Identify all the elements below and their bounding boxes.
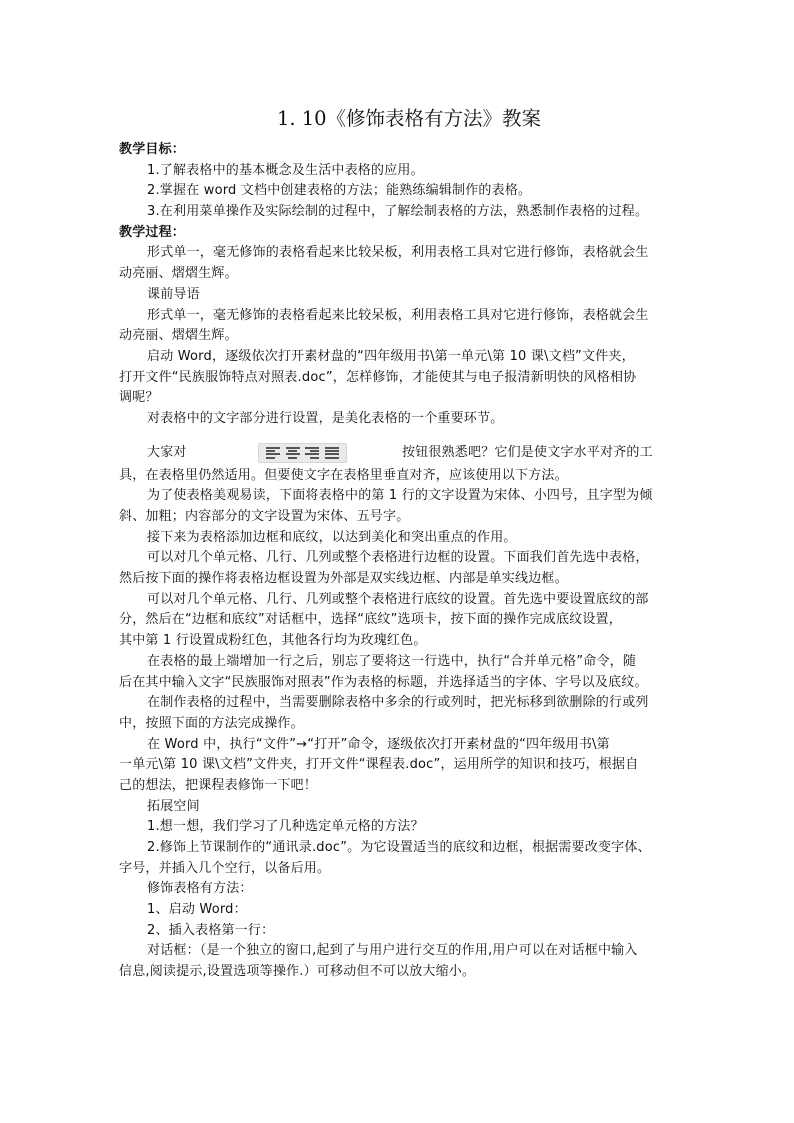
paragraph-line: 在 Word 中，执行“文件”→“打开”命令，逐级依次打开素材盘的“四年级用书\第 — [147, 736, 610, 752]
paragraph-line: 在制作表格的过程中，当需要删除表格中多余的行或列时，把光标移到欲删除的行或列 — [147, 695, 649, 711]
paragraph-line: 可以对几个单元格、几行、几列或整个表格进行边框的设置。下面我们首先选中表格， — [147, 550, 649, 566]
paragraph-line: 其中第 1 行设置成粉红色，其他各行均为玫瑰红色。 — [119, 633, 427, 649]
paragraph-line: 中，按照下面的方法完成操作。 — [119, 715, 304, 731]
list-item: 1、启动 Word： — [147, 902, 247, 918]
paragraph-line: 调呢？ — [119, 390, 159, 406]
paragraph-line: 形式单一，毫无修饰的表格看起来比较呆板，利用表格工具对它进行修饰，表格就会生 — [147, 245, 649, 261]
objectives-heading: 教学目标： — [119, 142, 186, 157]
paragraph-line: 动亮丽、熠熠生辉。 — [119, 266, 238, 282]
toolbar-reference-line — [119, 440, 679, 466]
paragraph-line: 对话框：（是一个独立的窗口,起到了与用户进行交互的作用,用户可以在对话框中输入 — [147, 943, 638, 959]
paragraph-line: 一单元\第 10 课\文档”文件夹，打开文件“课程表.doc”，运用所学的知识和技巧，根据自 — [119, 757, 639, 773]
document-page — [119, 104, 679, 983]
paragraph-line: 形式单一，毫无修饰的表格看起来比较呆板，利用表格工具对它进行修饰，表格就会生 — [147, 307, 649, 323]
paragraph-line: 可以对几个单元格、几行、几列或整个表格进行底纹的设置。首先选中要设置底纹的部 — [147, 591, 649, 607]
paragraph-line: 接下来为表格添加边框和底纹，以达到美化和突出重点的作用。 — [147, 529, 517, 545]
paragraph-text: 按钮很熟悉吧？它们是使文字水平对齐的工 — [402, 444, 653, 460]
paragraph-line: 1.想一想，我们学习了几种选定单元格的方法？ — [147, 819, 424, 835]
paragraph-line: 2.修饰上节课制作的“通讯录.doc”。为它设置适当的底纹和边框，根据需要改变字体、 — [147, 840, 651, 855]
document-title: 1. 10《修饰表格有方法》教案 — [276, 107, 542, 130]
align-justify-icon — [325, 447, 339, 459]
section-label: 拓展空间 — [147, 798, 200, 814]
paragraph-line: 具，在表格里仍然适用。但要使文字在表格里垂直对齐，应该使用以下方法。 — [119, 467, 568, 483]
paragraph-line: 后在其中输入文字“民族服饰对照表”作为表格的标题，并选择适当的字体、字号以及底纹。 — [119, 674, 648, 690]
objective-item: 1.了解表格中的基本概念及生活中表格的应用。 — [147, 162, 424, 178]
process-heading: 教学过程： — [119, 224, 186, 240]
paragraph-line: 斜、加粗；内容部分的文字设置为宋体、五号字。 — [119, 509, 410, 524]
paragraph-line: 为了使表格美观易读，下面将表格中的第 1 行的文字设置为宋体、小四号，且字型为倾 — [147, 488, 653, 504]
section-label: 课前导语 — [147, 286, 200, 302]
paragraph-line: 对表格中的文字部分进行设置，是美化表格的一个重要环节。 — [147, 410, 504, 426]
paragraph-line: 信息,阅读提示,设置选项等操作.）可移动但不可以放大缩小。 — [119, 964, 476, 980]
paragraph-line: 字号，并插入几个空行，以备后用。 — [119, 860, 331, 876]
paragraph-line: 在表格的最上端增加一行之后，别忘了要将这一行选中，执行“合并单元格”命令，随 — [147, 653, 637, 669]
list-item: 2、插入表格第一行： — [147, 922, 275, 938]
paragraph-line: 打开文件“民族服饰特点对照表.doc”，怎样修饰，才能使其与电子报清新明快的风格相协 — [119, 369, 637, 385]
align-center-icon — [286, 447, 300, 459]
paragraph-line: 己的想法，把课程表修饰一下吧！ — [119, 777, 318, 793]
paragraph-line: 然后按下面的操作将表格边框设置为外部是双实线边框、内部是单实线边框。 — [119, 571, 568, 587]
section-label: 修饰表格有方法： — [147, 881, 253, 897]
align-left-icon — [266, 447, 280, 459]
paragraph-line: 启动 Word，逐级依次打开素材盘的“四年级用书\第一单元\第 10 课\文档”文件夹， — [147, 348, 635, 364]
objective-item: 3.在利用菜单操作及实际绘制的过程中，了解绘制表格的方法，熟悉制作表格的过程。 — [147, 204, 649, 220]
alignment-toolbar-image — [258, 443, 347, 463]
align-right-icon — [305, 447, 319, 459]
paragraph-line: 动亮丽、熠熠生辉。 — [119, 328, 238, 344]
objective-item: 2.掌握在 word 文档中创建表格的方法；能熟练编辑制作的表格。 — [147, 183, 532, 199]
paragraph-text: 大家对 — [147, 444, 187, 460]
paragraph-line: 分，然后在“边框和底纹”对话框中，选择“底纹”选项卡，按下面的操作完成底纹设置， — [119, 612, 622, 628]
